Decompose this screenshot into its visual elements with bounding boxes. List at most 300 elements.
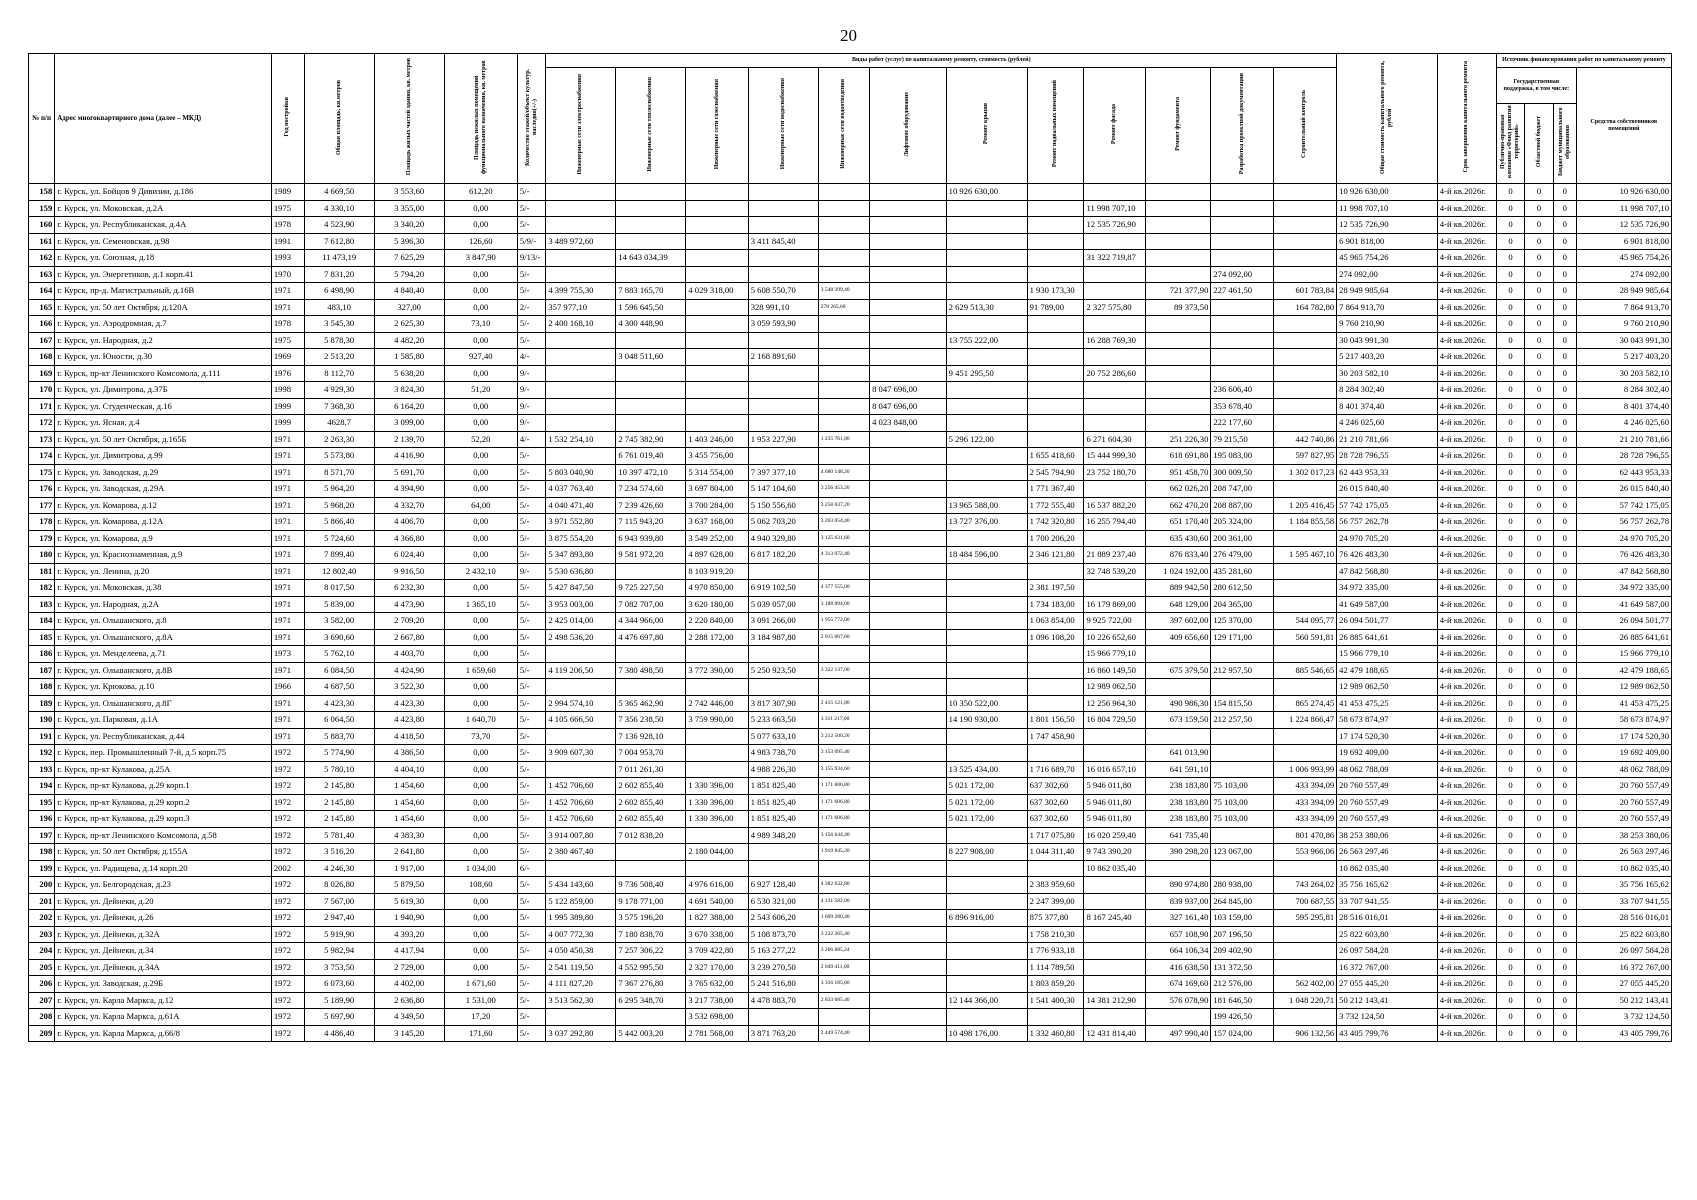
total-cost-cell: 17 174 520,30: [1337, 728, 1438, 745]
municipal-cell: 0: [1553, 877, 1576, 894]
table-row: [29, 200, 1672, 217]
total-cost-cell: 48 062 788,09: [1337, 761, 1438, 778]
address-cell: г. Курск, ул. Студенческая, д.16: [55, 398, 272, 415]
living-area-cell: 6 232,30: [374, 580, 444, 597]
row-number-cell: 193: [29, 761, 55, 778]
work-basement-cell: 1 541 400,30: [1027, 992, 1084, 1009]
work-water-cell: [748, 250, 818, 267]
deadline-cell: 4-й кв.2026г.: [1437, 349, 1496, 366]
nonres-area-cell: 1 671,60: [444, 976, 517, 993]
table-row: [29, 943, 1672, 960]
year-cell: 1971: [271, 695, 304, 712]
nonres-area-cell: 1 640,70: [444, 712, 517, 729]
living-area-cell: 4 349,50: [374, 1009, 444, 1026]
work-design-cell: [1211, 250, 1273, 267]
floors-cell: 5/-: [517, 761, 545, 778]
work-basement-cell: 2 381 197,50: [1027, 580, 1084, 597]
owners-cell: 26 094 501,77: [1576, 613, 1671, 630]
deadline-cell: 4-й кв.2026г.: [1437, 464, 1496, 481]
work-elevator-cell: [870, 200, 947, 217]
address-cell: г. Курск, ул. 50 лет Октября, д.165Б: [55, 431, 272, 448]
work-design-cell: 79 215,50: [1211, 431, 1273, 448]
work-heating-cell: [616, 1009, 686, 1026]
fund-cell: 0: [1496, 184, 1524, 201]
work-design-cell: 208 747,00: [1211, 481, 1273, 498]
work-gas-cell: [686, 827, 748, 844]
work-basement-cell: 1 044 311,40: [1027, 844, 1084, 861]
floors-cell: 5/-: [517, 200, 545, 217]
total-area-cell: 5 780,10: [304, 761, 374, 778]
work-electric-cell: 5 434 143,60: [546, 877, 616, 894]
year-cell: 1999: [271, 398, 304, 415]
total-cost-cell: 62 443 953,33: [1337, 464, 1438, 481]
work-facade-cell: 16 255 794,40: [1084, 514, 1145, 531]
year-cell: 1971: [271, 481, 304, 498]
owners-cell: 48 062 788,09: [1576, 761, 1671, 778]
fund-cell: 0: [1496, 646, 1524, 663]
year-cell: 1975: [271, 200, 304, 217]
header-nonres-area: Площадь нежилых помещений функционального назначения, кв. метров: [444, 54, 517, 184]
work-foundation-cell: 876 833,40: [1145, 547, 1211, 564]
floors-cell: 5/-: [517, 547, 545, 564]
living-area-cell: 1 917,00: [374, 860, 444, 877]
work-design-cell: 276 479,00: [1211, 547, 1273, 564]
work-foundation-cell: [1145, 365, 1211, 382]
floors-cell: 5/-: [517, 827, 545, 844]
header-funding-group: Источник финансирования работ по капитальному ремонту: [1496, 54, 1671, 68]
work-design-cell: 204 365,00: [1211, 596, 1273, 613]
nonres-area-cell: 0,00: [444, 646, 517, 663]
work-facade-cell: 9 743 390,20: [1084, 844, 1145, 861]
work-water-cell: 5 039 057,00: [748, 596, 818, 613]
living-area-cell: 4 393,20: [374, 926, 444, 943]
work-water-cell: [748, 332, 818, 349]
work-supervision-cell: 801 470,86: [1273, 827, 1336, 844]
year-cell: 1972: [271, 811, 304, 828]
work-electric-cell: 5 122 859,00: [546, 893, 616, 910]
work-roof-cell: [946, 728, 1027, 745]
work-roof-cell: 10 350 522,00: [946, 695, 1027, 712]
fund-cell: 0: [1496, 629, 1524, 646]
work-supervision-cell: [1273, 563, 1336, 580]
work-foundation-cell: 839 937,00: [1145, 893, 1211, 910]
work-roof-cell: [946, 530, 1027, 547]
work-water-cell: 3 239 270,50: [748, 959, 818, 976]
row-number-cell: 189: [29, 695, 55, 712]
table-row: [29, 844, 1672, 861]
work-elevator-cell: 8 047 696,00: [870, 398, 947, 415]
work-electric-cell: [546, 217, 616, 234]
total-cost-cell: 27 055 445,20: [1337, 976, 1438, 993]
deadline-cell: 4-й кв.2026г.: [1437, 893, 1496, 910]
regional-cell: 0: [1525, 1009, 1553, 1026]
work-facade-cell: 2 327 575,80: [1084, 299, 1145, 316]
work-basement-cell: 875 377,80: [1027, 910, 1084, 927]
row-number-cell: 190: [29, 712, 55, 729]
floors-cell: 5/-: [517, 646, 545, 663]
work-supervision-cell: [1273, 1009, 1336, 1026]
work-foundation-cell: [1145, 332, 1211, 349]
work-facade-cell: [1084, 745, 1145, 762]
municipal-cell: 0: [1553, 778, 1576, 795]
work-gas-cell: 4 976 616,00: [686, 877, 748, 894]
address-cell: г. Курск, ул. Димитрова, д.99: [55, 448, 272, 465]
owners-cell: 41 649 587,00: [1576, 596, 1671, 613]
fund-cell: 0: [1496, 283, 1524, 300]
regional-cell: 0: [1525, 365, 1553, 382]
owners-cell: 11 998 707,10: [1576, 200, 1671, 217]
row-number-cell: 179: [29, 530, 55, 547]
total-area-cell: 4 246,30: [304, 860, 374, 877]
work-electric-cell: 4 399 755,30: [546, 283, 616, 300]
nonres-area-cell: 0,00: [444, 943, 517, 960]
address-cell: г. Курск, ул. Крюкова, д.10: [55, 679, 272, 696]
address-cell: г. Курск, ул. Энергетиков, д.1 корп.41: [55, 266, 272, 283]
table-row: [29, 860, 1672, 877]
work-elevator-cell: [870, 464, 947, 481]
total-cost-cell: 16 372 767,00: [1337, 959, 1438, 976]
row-number-cell: 169: [29, 365, 55, 382]
work-water-cell: 6 919 102,50: [748, 580, 818, 597]
owners-cell: 30 203 582,10: [1576, 365, 1671, 382]
work-design-cell: [1211, 299, 1273, 316]
total-area-cell: 4 929,30: [304, 382, 374, 399]
address-cell: г. Курск, пр-кт Кулакова, д.25А: [55, 761, 272, 778]
work-basement-cell: 2 346 121,80: [1027, 547, 1084, 564]
work-supervision-cell: 865 274,45: [1273, 695, 1336, 712]
work-supervision-cell: 1 205 416,45: [1273, 497, 1336, 514]
work-design-cell: 129 171,00: [1211, 629, 1273, 646]
floors-cell: 5/-: [517, 514, 545, 531]
work-elevator-cell: [870, 794, 947, 811]
floors-cell: 5/9/-: [517, 233, 545, 250]
nonres-area-cell: 3 847,90: [444, 250, 517, 267]
work-foundation-cell: 409 656,60: [1145, 629, 1211, 646]
address-cell: г. Курск, ул. 50 лет Октября, д.155А: [55, 844, 272, 861]
municipal-cell: 0: [1553, 398, 1576, 415]
work-heating-cell: 2 602 855,40: [616, 811, 686, 828]
work-facade-cell: 16 804 729,50: [1084, 712, 1145, 729]
work-heating-cell: [616, 266, 686, 283]
work-electric-cell: 1 452 706,60: [546, 811, 616, 828]
work-roof-cell: [946, 943, 1027, 960]
fund-cell: 0: [1496, 398, 1524, 415]
floors-cell: 5/-: [517, 992, 545, 1009]
regional-cell: 0: [1525, 695, 1553, 712]
table-header: [29, 54, 1672, 184]
work-supervision-cell: [1273, 332, 1336, 349]
year-cell: 1999: [271, 415, 304, 432]
fund-cell: 0: [1496, 431, 1524, 448]
year-cell: 1978: [271, 217, 304, 234]
work-basement-cell: 1 096 108,20: [1027, 629, 1084, 646]
fund-cell: 0: [1496, 415, 1524, 432]
floors-cell: 5/-: [517, 695, 545, 712]
work-design-cell: 205 324,00: [1211, 514, 1273, 531]
work-electric-cell: 4 111 827,20: [546, 976, 616, 993]
fund-cell: 0: [1496, 316, 1524, 333]
year-cell: 2002: [271, 860, 304, 877]
deadline-cell: 4-й кв.2026г.: [1437, 943, 1496, 960]
living-area-cell: 4 473,90: [374, 596, 444, 613]
work-roof-cell: [946, 827, 1027, 844]
floors-cell: 4/-: [517, 431, 545, 448]
nonres-area-cell: 0,00: [444, 893, 517, 910]
living-area-cell: 4 386,50: [374, 745, 444, 762]
work-supervision-cell: 442 740,86: [1273, 431, 1336, 448]
work-water-cell: 5 147 104,60: [748, 481, 818, 498]
regional-cell: 0: [1525, 580, 1553, 597]
owners-cell: 27 055 445,20: [1576, 976, 1671, 993]
work-roof-cell: [946, 349, 1027, 366]
work-water-cell: 5 241 516,80: [748, 976, 818, 993]
living-area-cell: 3 340,20: [374, 217, 444, 234]
living-area-cell: 327,00: [374, 299, 444, 316]
work-water-cell: 1 851 825,40: [748, 778, 818, 795]
total-area-cell: 7 567,00: [304, 893, 374, 910]
year-cell: 1971: [271, 662, 304, 679]
owners-cell: 62 443 953,33: [1576, 464, 1671, 481]
work-supervision-cell: 1 048 220,71: [1273, 992, 1336, 1009]
work-heating-cell: [616, 200, 686, 217]
table-row: [29, 1009, 1672, 1026]
regional-cell: 0: [1525, 877, 1553, 894]
work-supervision-cell: [1273, 580, 1336, 597]
work-heating-cell: 4 300 448,90: [616, 316, 686, 333]
work-roof-cell: 10 926 630,00: [946, 184, 1027, 201]
work-gas-cell: 1 403 246,00: [686, 431, 748, 448]
row-number-cell: 164: [29, 283, 55, 300]
row-number-cell: 158: [29, 184, 55, 201]
work-water-cell: 4 940 329,80: [748, 530, 818, 547]
work-electric-cell: [546, 200, 616, 217]
row-number-cell: 188: [29, 679, 55, 696]
work-design-cell: [1211, 233, 1273, 250]
address-cell: г. Курск, ул. Менделеева, д.71: [55, 646, 272, 663]
regional-cell: 0: [1525, 184, 1553, 201]
work-heating-cell: [616, 233, 686, 250]
owners-cell: 9 760 210,90: [1576, 316, 1671, 333]
table-row: [29, 217, 1672, 234]
work-roof-cell: 13 525 434,00: [946, 761, 1027, 778]
work-facade-cell: 16 537 882,20: [1084, 497, 1145, 514]
fund-cell: 0: [1496, 365, 1524, 382]
work-gas-cell: [686, 184, 748, 201]
work-heating-cell: 9 736 508,40: [616, 877, 686, 894]
work-sewage-cell: 3 212 500,20: [818, 728, 869, 745]
work-basement-cell: [1027, 563, 1084, 580]
work-roof-cell: [946, 959, 1027, 976]
regional-cell: 0: [1525, 943, 1553, 960]
row-number-cell: 185: [29, 629, 55, 646]
total-cost-cell: 25 822 603,80: [1337, 926, 1438, 943]
floors-cell: 5/-: [517, 943, 545, 960]
fund-cell: 0: [1496, 893, 1524, 910]
year-cell: 1972: [271, 992, 304, 1009]
nonres-area-cell: 0,00: [444, 547, 517, 564]
work-design-cell: 353 678,40: [1211, 398, 1273, 415]
work-foundation-cell: [1145, 316, 1211, 333]
work-roof-cell: [946, 448, 1027, 465]
nonres-area-cell: 0,00: [444, 926, 517, 943]
nonres-area-cell: 0,00: [444, 464, 517, 481]
floors-cell: 5/-: [517, 481, 545, 498]
total-cost-cell: 26 015 840,40: [1337, 481, 1438, 498]
work-roof-cell: 13 755 222,00: [946, 332, 1027, 349]
fund-cell: 0: [1496, 728, 1524, 745]
work-facade-cell: [1084, 283, 1145, 300]
header-year: Год постройки: [271, 54, 304, 184]
work-facade-cell: [1084, 728, 1145, 745]
row-number-cell: 167: [29, 332, 55, 349]
work-sewage-cell: [818, 860, 869, 877]
work-roof-cell: [946, 976, 1027, 993]
work-gas-cell: [686, 365, 748, 382]
deadline-cell: 4-й кв.2026г.: [1437, 1009, 1496, 1026]
work-facade-cell: [1084, 943, 1145, 960]
total-area-cell: 5 839,00: [304, 596, 374, 613]
work-foundation-cell: 390 298,20: [1145, 844, 1211, 861]
deadline-cell: 4-й кв.2026г.: [1437, 1025, 1496, 1042]
work-heating-cell: 6 295 348,70: [616, 992, 686, 1009]
work-sewage-cell: 4 131 582,00: [818, 893, 869, 910]
owners-cell: 6 901 818,00: [1576, 233, 1671, 250]
owners-cell: 28 949 985,64: [1576, 283, 1671, 300]
living-area-cell: 4 418,50: [374, 728, 444, 745]
total-area-cell: 7 831,20: [304, 266, 374, 283]
total-cost-cell: 26 094 501,77: [1337, 613, 1438, 630]
table-row: [29, 745, 1672, 762]
year-cell: 1971: [271, 497, 304, 514]
work-facade-cell: [1084, 316, 1145, 333]
header-regional: Областной бюджет: [1525, 104, 1553, 184]
total-area-cell: 6 073,60: [304, 976, 374, 993]
table-row: [29, 431, 1672, 448]
living-area-cell: 4 417,94: [374, 943, 444, 960]
floors-cell: 5/-: [517, 613, 545, 630]
work-gas-cell: [686, 217, 748, 234]
fund-cell: 0: [1496, 844, 1524, 861]
work-elevator-cell: [870, 778, 947, 795]
floors-cell: 5/-: [517, 778, 545, 795]
work-heating-cell: 7 011 261,30: [616, 761, 686, 778]
total-area-cell: 4 423,30: [304, 695, 374, 712]
table-row: [29, 794, 1672, 811]
work-elevator-cell: [870, 976, 947, 993]
total-area-cell: 5 919,90: [304, 926, 374, 943]
municipal-cell: 0: [1553, 332, 1576, 349]
work-basement-cell: [1027, 431, 1084, 448]
work-electric-cell: 4 040 471,40: [546, 497, 616, 514]
work-sewage-cell: [818, 217, 869, 234]
work-roof-cell: [946, 893, 1027, 910]
fund-cell: 0: [1496, 514, 1524, 531]
floors-cell: 5/-: [517, 629, 545, 646]
total-cost-cell: 12 989 062,50: [1337, 679, 1438, 696]
work-design-cell: [1211, 184, 1273, 201]
work-basement-cell: [1027, 349, 1084, 366]
address-cell: г. Курск, ул. Комарова, д.12А: [55, 514, 272, 531]
header-work-basement: Ремонт подвальных помещений: [1027, 68, 1084, 184]
fund-cell: 0: [1496, 679, 1524, 696]
work-roof-cell: 14 190 930,00: [946, 712, 1027, 729]
work-gas-cell: 2 327 170,00: [686, 959, 748, 976]
floors-cell: 5/-: [517, 662, 545, 679]
work-electric-cell: 3 875 554,20: [546, 530, 616, 547]
municipal-cell: 0: [1553, 679, 1576, 696]
living-area-cell: 5 396,30: [374, 233, 444, 250]
owners-cell: 26 563 297,46: [1576, 844, 1671, 861]
floors-cell: 6/-: [517, 860, 545, 877]
regional-cell: 0: [1525, 811, 1553, 828]
row-number-cell: 174: [29, 448, 55, 465]
work-foundation-cell: 641 591,10: [1145, 761, 1211, 778]
address-cell: г. Курск, ул. Республиканская, д.44: [55, 728, 272, 745]
header-work-sewage: Инженерные сети водоотведения: [818, 68, 869, 184]
living-area-cell: 5 794,20: [374, 266, 444, 283]
work-heating-cell: 14 643 034,39: [616, 250, 686, 267]
year-cell: 1972: [271, 745, 304, 762]
work-heating-cell: 6 943 939,80: [616, 530, 686, 547]
regional-cell: 0: [1525, 233, 1553, 250]
work-electric-cell: 4 105 666,50: [546, 712, 616, 729]
floors-cell: 9/-: [517, 365, 545, 382]
fund-cell: 0: [1496, 580, 1524, 597]
work-foundation-cell: 635 430,60: [1145, 530, 1211, 547]
owners-cell: 38 253 380,06: [1576, 827, 1671, 844]
living-area-cell: 6 164,20: [374, 398, 444, 415]
floors-cell: 9/-: [517, 415, 545, 432]
work-sewage-cell: 1 171 606,80: [818, 778, 869, 795]
work-design-cell: 227 461,50: [1211, 283, 1273, 300]
total-area-cell: 5 968,20: [304, 497, 374, 514]
work-elevator-cell: [870, 514, 947, 531]
owners-cell: 26 015 840,40: [1576, 481, 1671, 498]
work-facade-cell: 5 946 011,80: [1084, 811, 1145, 828]
living-area-cell: 2 625,30: [374, 316, 444, 333]
owners-cell: 43 405 799,76: [1576, 1025, 1671, 1042]
nonres-area-cell: 0,00: [444, 217, 517, 234]
living-area-cell: 5 638,20: [374, 365, 444, 382]
living-area-cell: 1 585,80: [374, 349, 444, 366]
total-area-cell: 4628,7: [304, 415, 374, 432]
work-supervision-cell: [1273, 250, 1336, 267]
municipal-cell: 0: [1553, 662, 1576, 679]
deadline-cell: 4-й кв.2026г.: [1437, 382, 1496, 399]
year-cell: 1971: [271, 547, 304, 564]
work-sewage-cell: [818, 349, 869, 366]
total-area-cell: 2 263,30: [304, 431, 374, 448]
nonres-area-cell: 0,00: [444, 530, 517, 547]
total-area-cell: 4 687,50: [304, 679, 374, 696]
work-electric-cell: 2 380 467,40: [546, 844, 616, 861]
work-sewage-cell: 2 015 067,60: [818, 629, 869, 646]
address-cell: г. Курск, пер. Промышленный 7-й, д.5 корп.75: [55, 745, 272, 762]
work-design-cell: 212 957,50: [1211, 662, 1273, 679]
work-water-cell: 1 953 227,90: [748, 431, 818, 448]
regional-cell: 0: [1525, 415, 1553, 432]
work-foundation-cell: [1145, 728, 1211, 745]
header-address: Адрес многоквартирного дома (далее – МКД): [55, 54, 272, 184]
owners-cell: 57 742 175,05: [1576, 497, 1671, 514]
work-design-cell: 435 281,60: [1211, 563, 1273, 580]
work-heating-cell: 7 367 276,80: [616, 976, 686, 993]
work-sewage-cell: 3 322 137,00: [818, 662, 869, 679]
header-work-water: Инженерные сети водоснабжения: [748, 68, 818, 184]
municipal-cell: 0: [1553, 283, 1576, 300]
work-basement-cell: [1027, 217, 1084, 234]
work-sewage-cell: 1 609 280,40: [818, 910, 869, 927]
